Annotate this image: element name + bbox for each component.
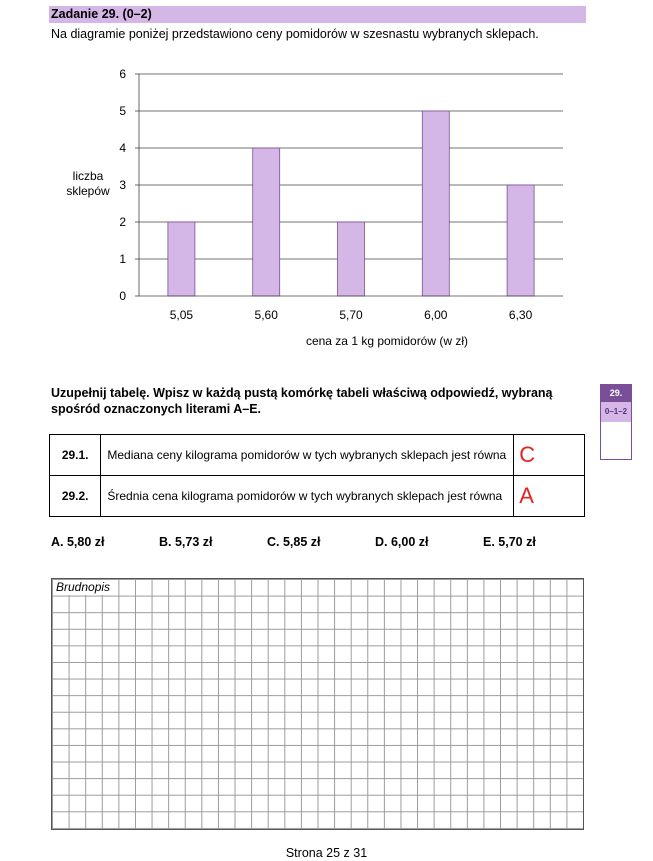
x-tick-label: 6,00 xyxy=(424,308,448,322)
row-number: 29.2. xyxy=(50,476,101,517)
bar xyxy=(253,148,280,296)
y-tick-label: 1 xyxy=(119,252,126,266)
score-task-number: 29. xyxy=(601,385,631,402)
y-tick-label: 0 xyxy=(119,289,126,303)
page-number: Strona 25 z 31 xyxy=(285,846,368,860)
option-c xyxy=(267,535,321,549)
option-value: 5,85 zł xyxy=(282,535,321,549)
y-tick-label: 5 xyxy=(119,104,126,118)
option-d xyxy=(375,535,429,549)
chart-y-label-line1: liczba xyxy=(72,169,104,183)
option-value: 5,80 zł xyxy=(66,535,105,549)
option-value: 5,70 zł xyxy=(498,535,536,549)
option-letter: A. xyxy=(51,535,64,549)
bar xyxy=(168,222,195,296)
option-e xyxy=(483,535,536,549)
chart-y-label-line2: sklepów xyxy=(66,184,110,198)
instruction-text: Uzupełnij tabelę. Wpisz w każdą pustą komórkę tabeli właściwą odpowiedź, wybraną spośród oznaczonych literami A–E. xyxy=(51,386,553,416)
row-question: Mediana ceny kilograma pomidorów w tych wybranych sklepach jest równa xyxy=(101,435,514,476)
x-tick-label: 5,70 xyxy=(339,308,363,322)
option-letter: C. xyxy=(267,535,280,549)
option-letter: E. xyxy=(483,535,495,549)
table-row xyxy=(50,435,585,476)
bar xyxy=(422,111,449,296)
bar xyxy=(338,222,365,296)
table-row xyxy=(50,476,585,517)
score-range: 0–1–2 xyxy=(601,402,631,422)
y-tick-label: 3 xyxy=(119,178,126,192)
bar-chart xyxy=(0,60,653,360)
x-tick-label: 6,30 xyxy=(508,308,533,322)
answer-cell[interactable]: C xyxy=(514,435,585,476)
option-letter: D. xyxy=(375,535,388,549)
draft-grid[interactable] xyxy=(51,578,584,830)
x-tick-label: 5,60 xyxy=(254,308,278,322)
row-question: Średnia cena kilograma pomidorów w tych wybranych sklepach jest równa xyxy=(101,476,514,517)
answer-table xyxy=(49,434,585,517)
chart-x-label: cena za 1 kg pomidorów (w zł) xyxy=(305,334,469,348)
bar xyxy=(507,185,534,296)
option-a xyxy=(51,535,105,549)
option-b xyxy=(159,535,213,549)
y-tick-label: 4 xyxy=(119,141,126,155)
score-box xyxy=(600,384,632,460)
chart-bars xyxy=(168,111,534,296)
chart-y-ticks xyxy=(119,67,126,303)
y-tick-label: 6 xyxy=(119,67,126,81)
task-intro: Na diagramie poniżej przedstawiono ceny pomidorów w szesnastu wybranych sklepach. xyxy=(51,27,539,41)
x-tick-label: 5,05 xyxy=(169,308,194,322)
task-title: Zadanie 29. (0–2) xyxy=(51,7,152,21)
y-tick-label: 2 xyxy=(119,215,126,229)
row-number: 29.1. xyxy=(50,435,101,476)
option-value: 6,00 zł xyxy=(390,535,429,549)
option-value: 5,73 zł xyxy=(174,535,213,549)
chart-x-ticks xyxy=(170,308,533,322)
option-letter: B. xyxy=(159,535,172,549)
draft-label: Brudnopis xyxy=(54,580,113,595)
answer-cell[interactable]: A xyxy=(514,476,585,517)
